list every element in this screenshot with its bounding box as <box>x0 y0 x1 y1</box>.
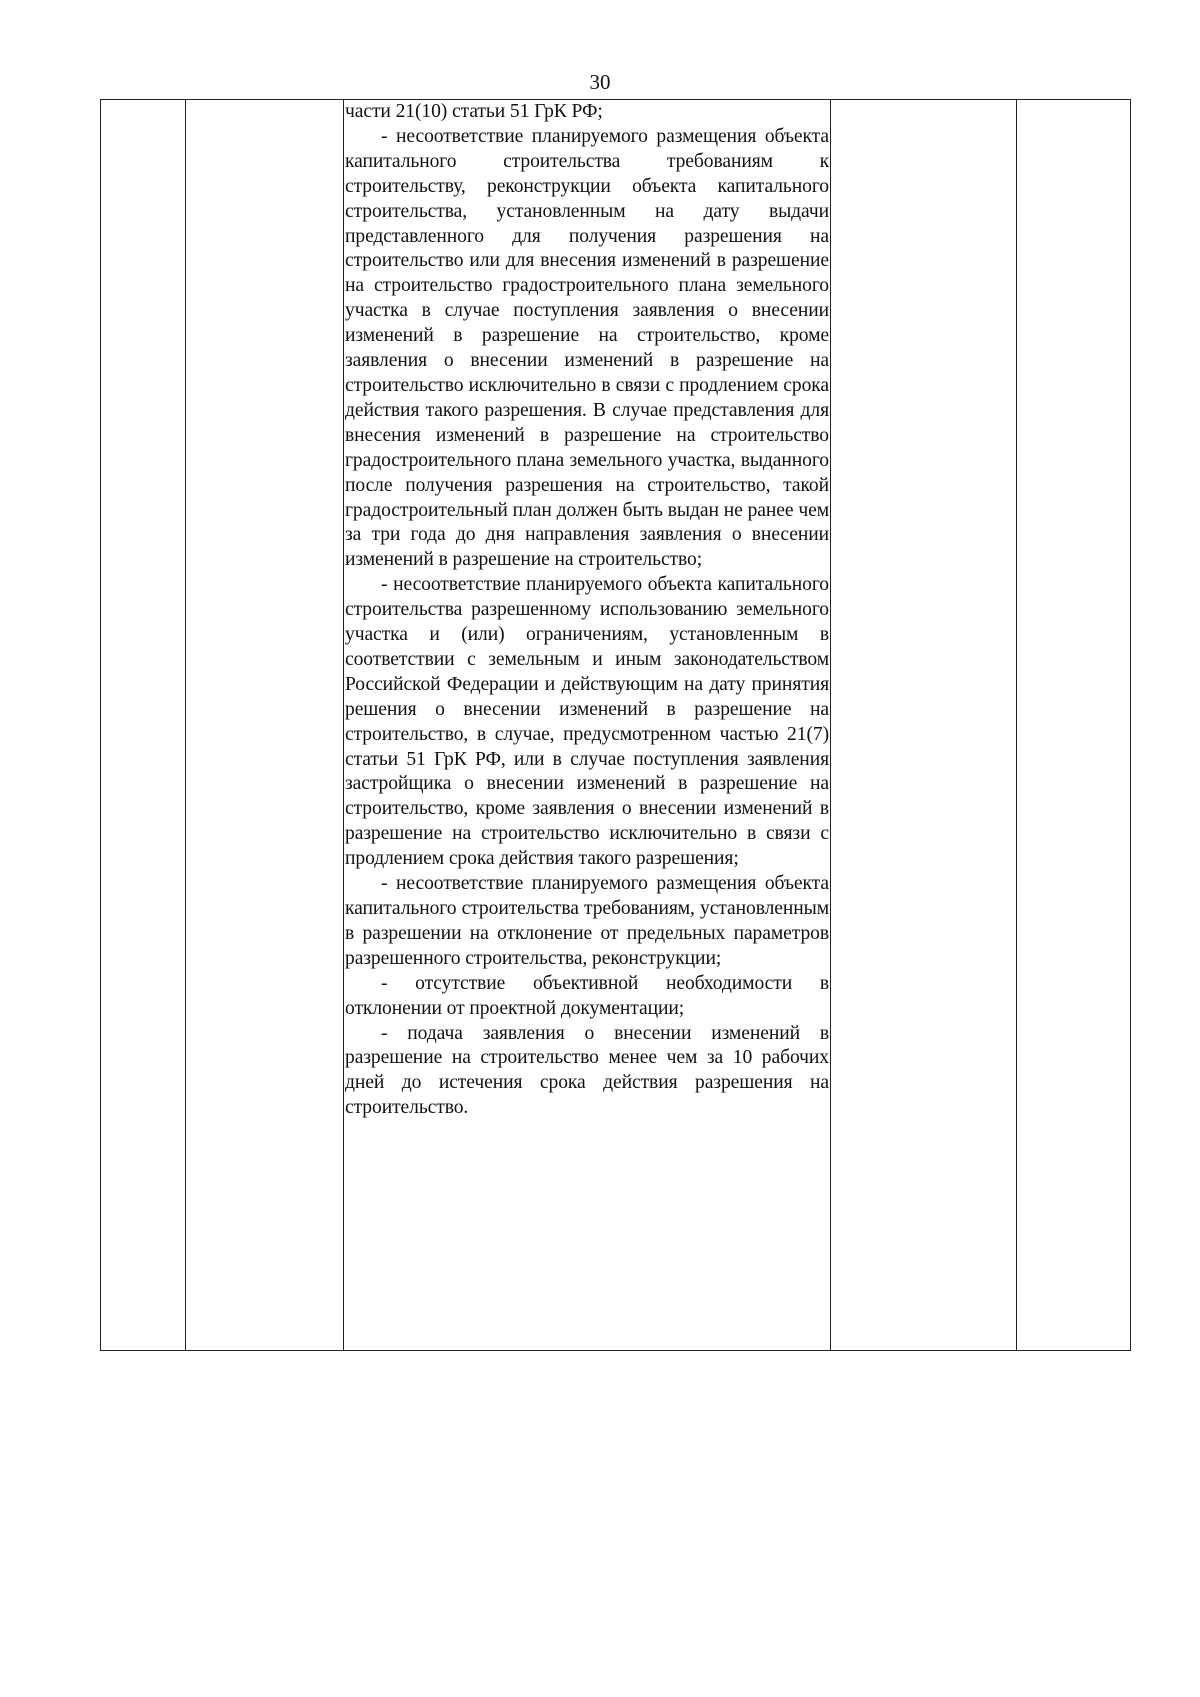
table-cell-content <box>344 100 831 1351</box>
paragraph: - несоответствие планируемого размещения объекта капитального строительства требованиям, установленным в разрешении на отклонение от предельных параметров разрешенного строительства, реконструкции; <box>345 873 829 969</box>
table-cell-name <box>186 100 344 1351</box>
table-cell-empty <box>831 100 1017 1351</box>
table-cell-empty <box>1017 100 1131 1351</box>
page-number: 30 <box>589 70 611 94</box>
paragraph: - несоответствие планируемого размещения объекта капитального строительства требованиям к строительству, реконструкции объекта капитального строительства, установленным на дату выдачи представленного для получения разрешения на строительство или для внесения изменений в разрешение на строительство градостроительного плана земельного участка в случае поступления заявления о внесении изменений в разрешение на строительство, кроме заявления о внесении изменений в разрешение на строительство исключительно в связи с продлением срока действия такого разрешения. В случае представления для внесения изменений в разрешение на строительство градостроительного плана земельного участка, выданного после получения разрешения на строительство, такой градостроительный план должен быть выдан не ранее чем за три года до дня направления заявления о внесении изменений в разрешение на строительство; <box>345 125 829 571</box>
paragraph: части 21(10) статьи 51 ГрК РФ; <box>345 101 603 122</box>
cell-text-block <box>344 100 830 1121</box>
paragraph: - несоответствие планируемого объекта капитального строительства разрешенному использованию земельного участка и (или) ограничениям, установленным в соответствии с земельным и иным законодательством Российской Федерации и действующим на дату принятия решения о внесении изменений в разрешение на строительство, в случае, предусмотренном частью 21(7) статьи 51 ГрК РФ, или в случае поступления заявления застройщика о внесении изменений в разрешение на строительство, кроме заявления о внесении изменений в разрешение на строительство исключительно в связи с продлением срока действия такого разрешения; <box>345 574 829 870</box>
paragraph: - подача заявления о внесении изменений в разрешение на строительство менее чем за 10 рабочих дней до истечения срока действия разрешения на строительство. <box>345 1022 829 1119</box>
table-cell-number <box>101 100 186 1351</box>
document-table <box>100 99 1131 1351</box>
table-row <box>101 100 1131 1351</box>
paragraph: - отсутствие объективной необходимости в отклонении от проектной документации; <box>345 972 829 1019</box>
